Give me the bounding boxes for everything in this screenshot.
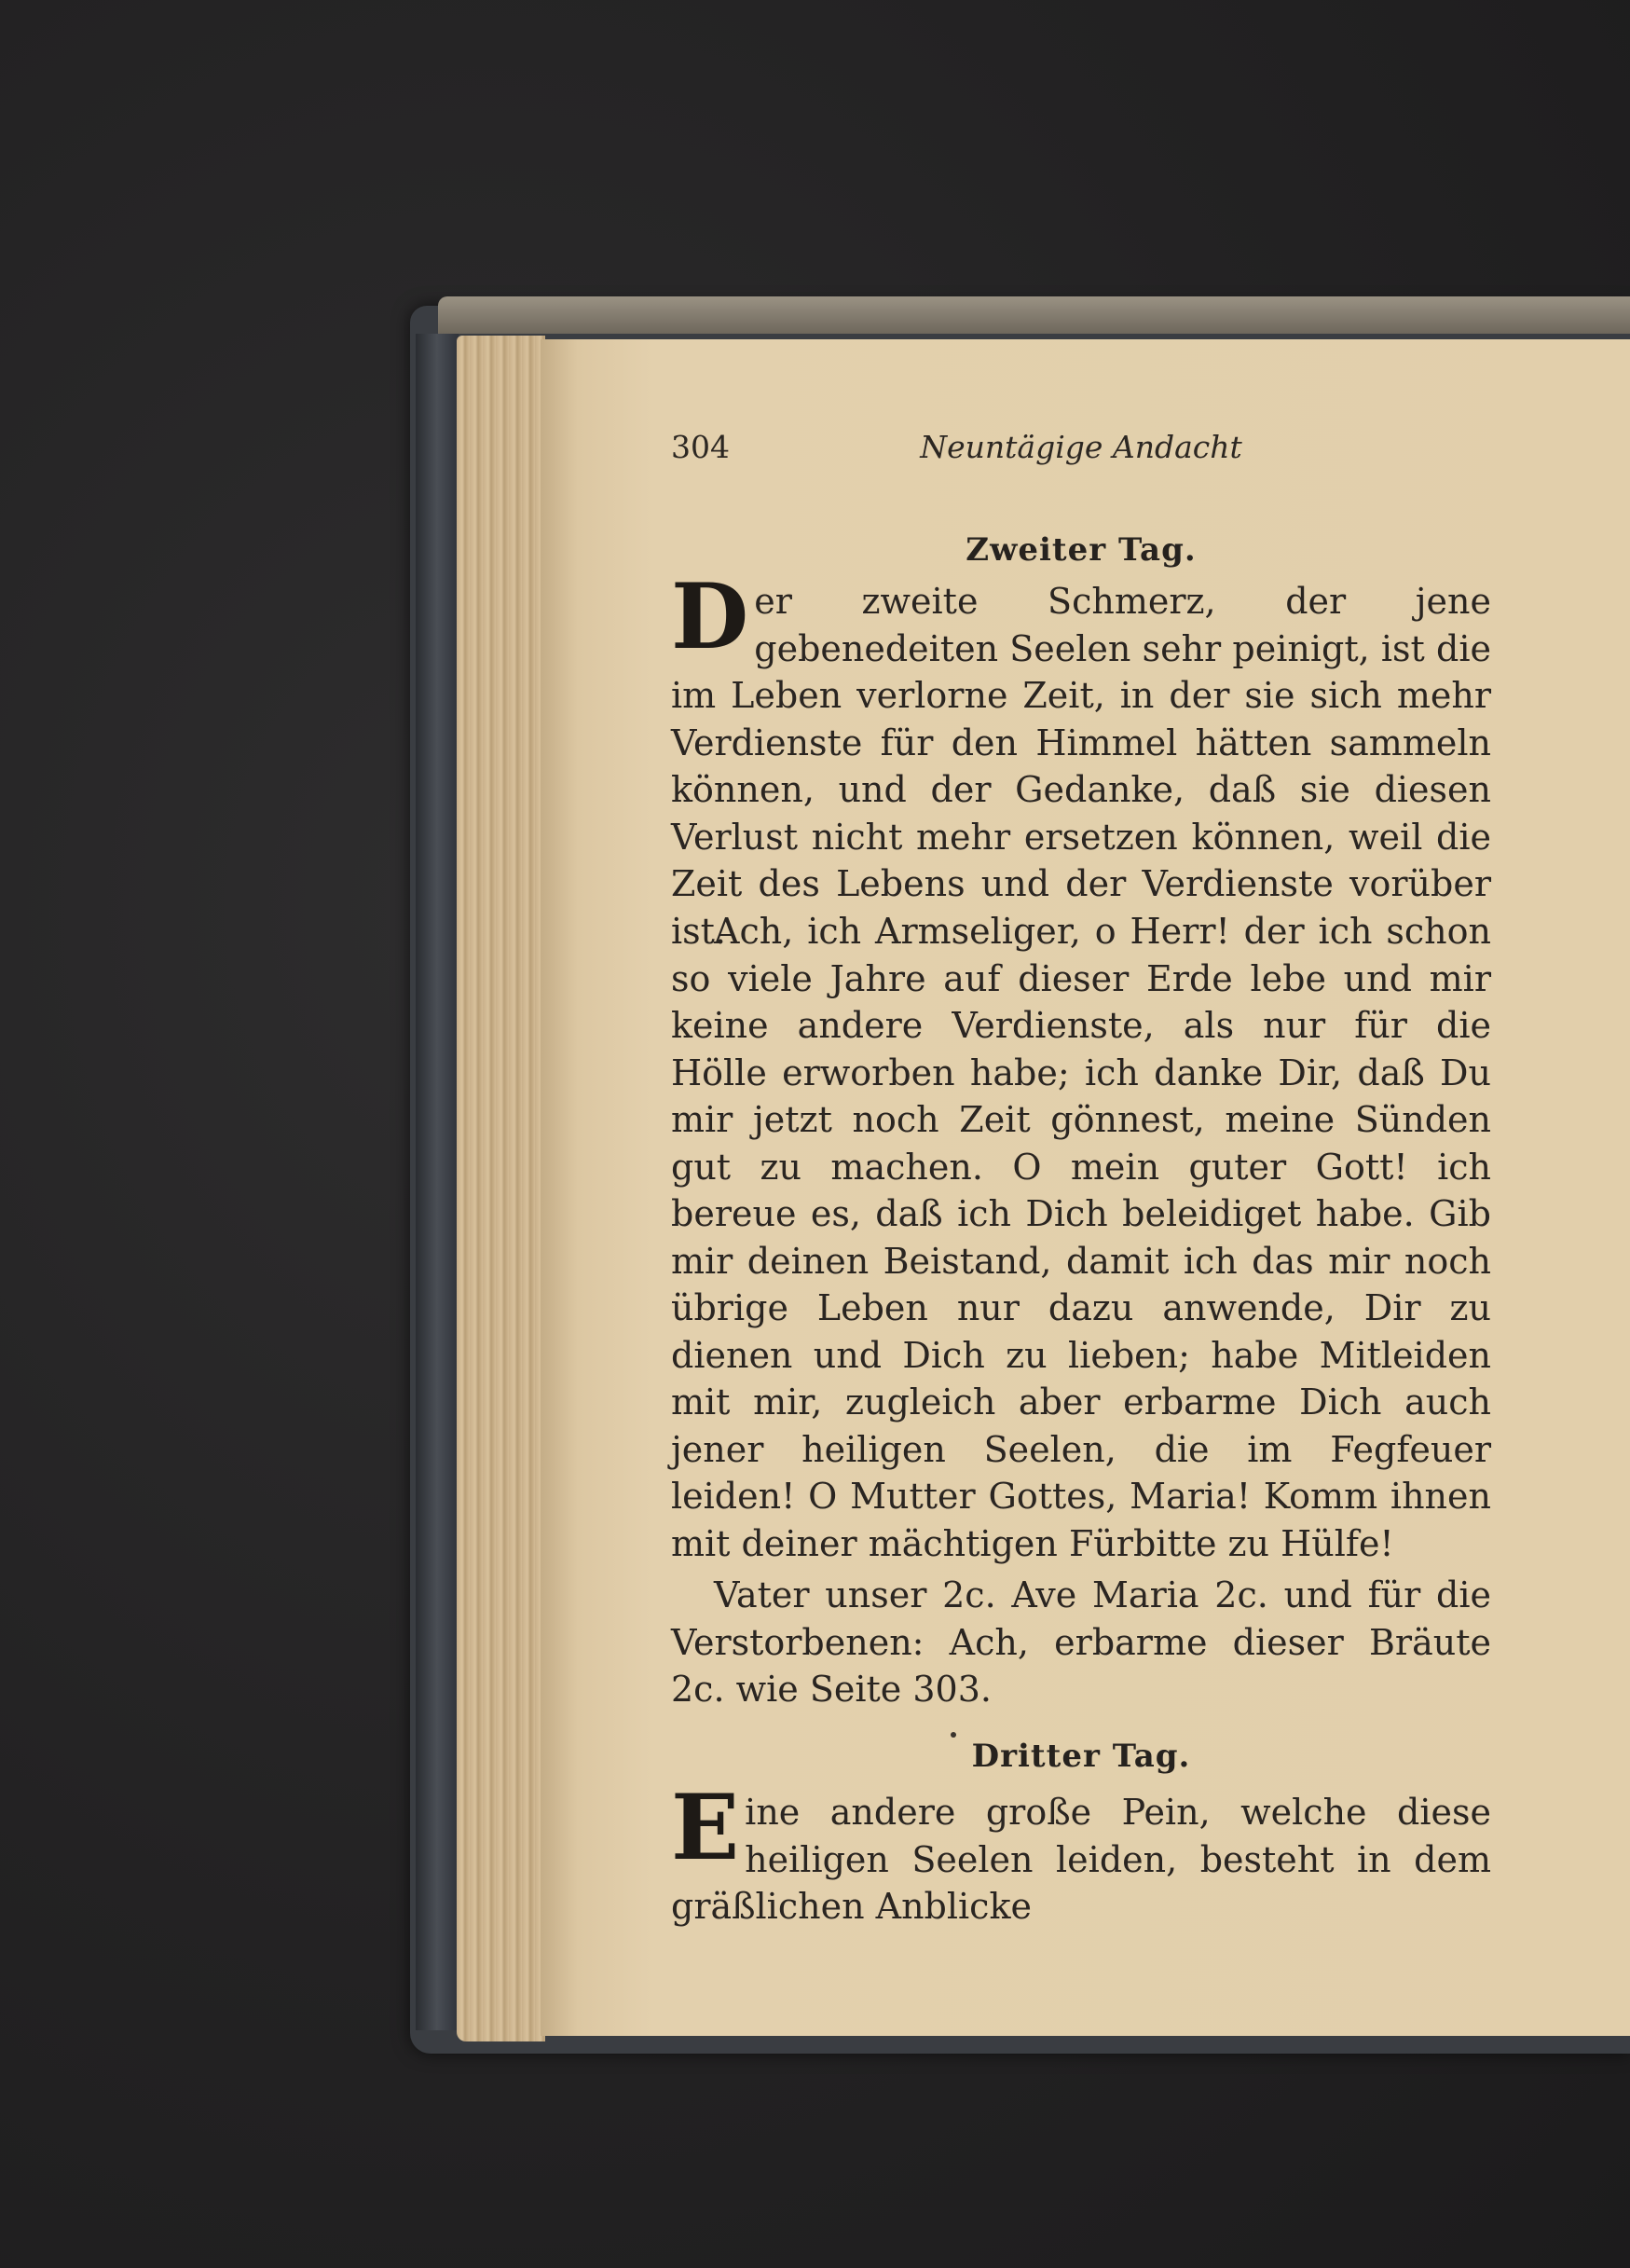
drop-cap: E [671, 1775, 740, 1880]
drop-cap: D [671, 564, 749, 669]
section-heading-day-3: Dritter Tag. [971, 1738, 1191, 1775]
ornament-dot [951, 1732, 956, 1738]
open-book [410, 296, 1630, 2054]
paragraph-text: ine andere große Pein, welche diese heiligen Seelen leiden, besteht in dem gräßlichen Anblicke [671, 1792, 1491, 1927]
section-heading-day-2: Zweiter Tag. [966, 531, 1197, 569]
running-head: Neuntägige Andacht [920, 429, 1242, 465]
paragraph [671, 564, 1491, 952]
paragraph: Ach, ich Armseliger, o Herr! der ich schon so viele Jahre auf dieser Erde lebe und mir keine andere Verdienste, als nur für die Hölle erworben habe; ich danke Dir, daß Du mir jetzt noch Zeit gönnest, meine Sünden gut zu machen. O mein guter Gott! ich bereue es, daß ich Dich beleidiget habe. Gib mir deinen Beistand, damit ich das mir noch übrige Leben nur dazu anwende, Dir zu dienen und Dich zu lieben; habe Mitleiden mit mir, zugleich aber erbarme Dich auch jener heiligen Seelen, die im Fegfeuer leiden! O Mutter Gottes, Maria! Komm ihnen mit deiner mächtigen Fürbitte zu Hülfe! [671, 911, 1491, 1564]
page-number: 304 [671, 429, 730, 465]
paragraph [671, 1775, 1491, 1927]
book-spine [416, 334, 459, 2030]
book-page [541, 339, 1630, 2036]
page-edges [457, 336, 545, 2041]
book-cover-top-edge [438, 296, 1630, 334]
paragraph: Vater unser 2c. Ave Maria 2c. und für die Verstorbenen: Ach, erbarme dieser Bräute 2c. wie Seite 303. [671, 1574, 1491, 1710]
paragraph-text: er zweite Schmerz, der jene gebenedeiten Seelen sehr peinigt, ist die im Leben verlorne Zeit, in der sie sich mehr Verdienste für den Himmel hätten sammeln können, und der Gedanke, daß sie diesen Verlust nicht mehr ersetzen können, weil die Zeit des Lebens und der Verdienste vorüber ist. [671, 581, 1491, 952]
page-header [671, 429, 1491, 475]
